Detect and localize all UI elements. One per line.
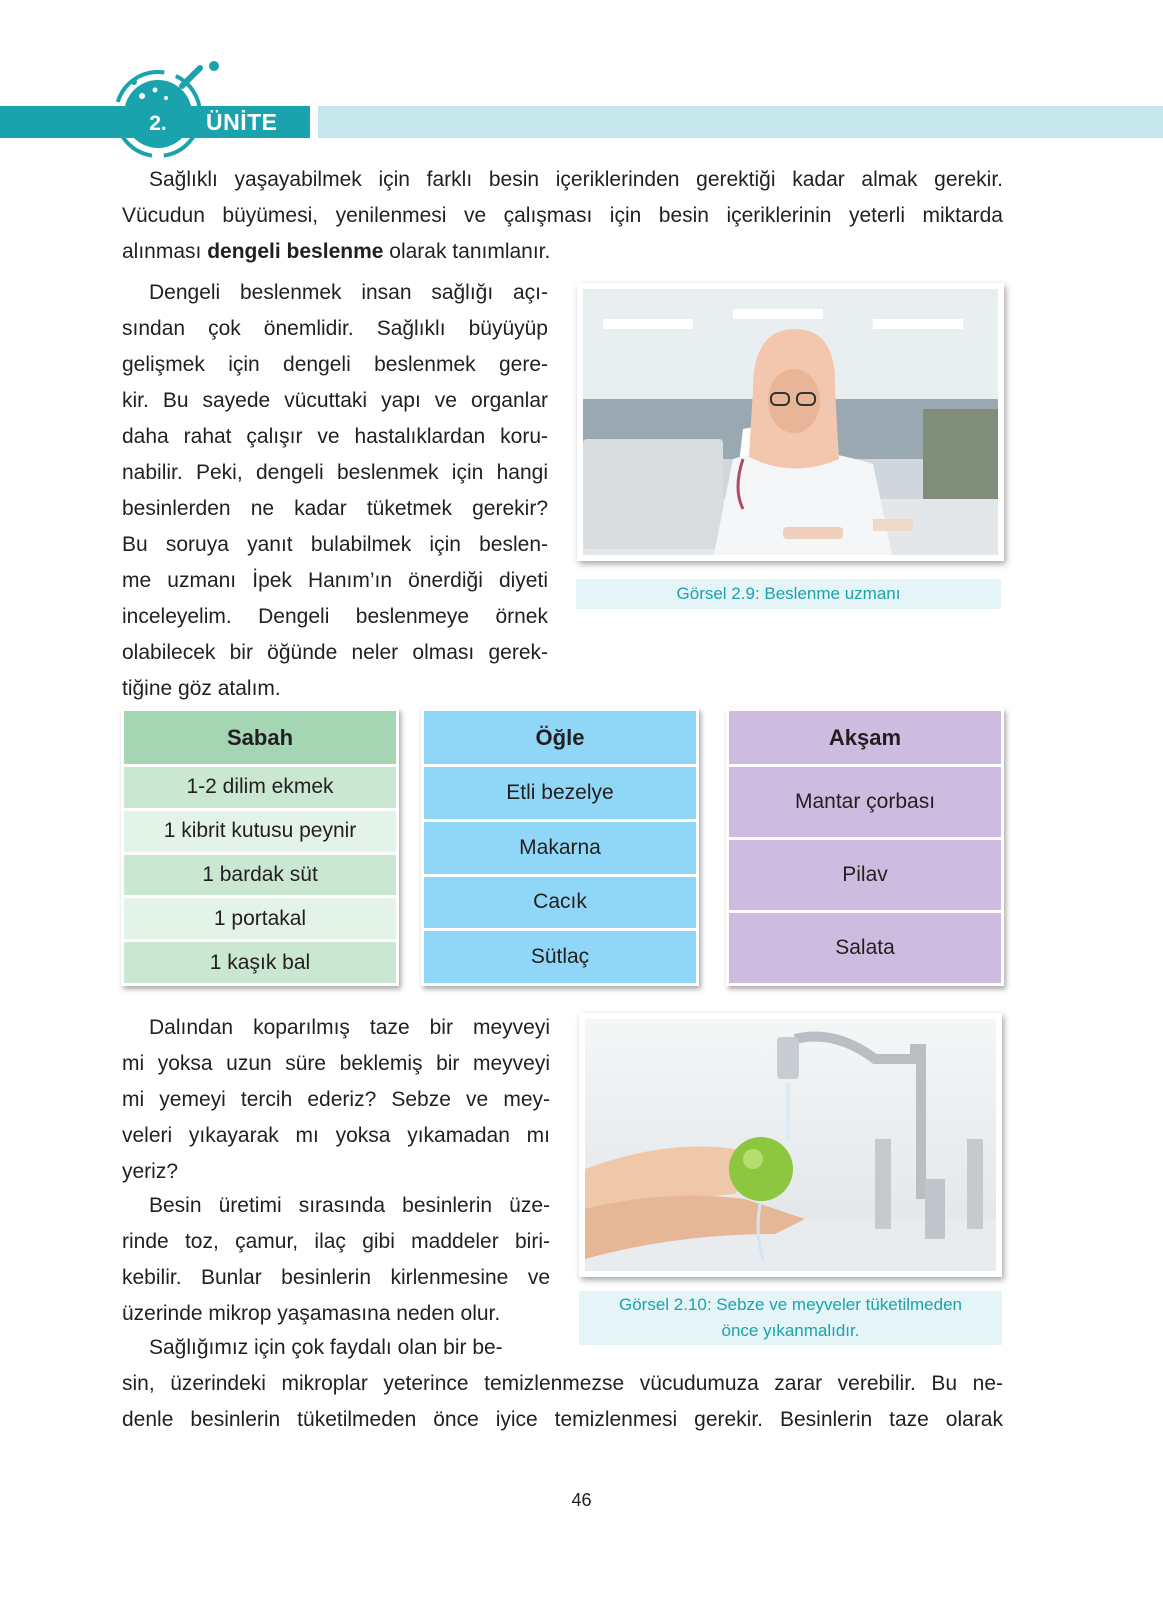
text-line: daha rahat çalışır ve hastalıklardan koru- [122,425,548,448]
intro-paragraph [122,162,1003,270]
text-line: Dengeli beslenmek insan sağlığı açı- [149,281,548,304]
unit-number: 2. [149,112,167,135]
meal-item: 1 kaşık bal [124,942,396,983]
meal-item: Pilav [729,840,1001,910]
meal-item: Sütlaç [424,931,696,983]
meal-table-morning [121,708,399,986]
text-line: me uzmanı İpek Hanım’ın önerdiği diyeti [122,569,548,592]
text-line: gelişmek için dengeli beslenmek gere- [122,353,548,376]
figure-caption-1: Görsel 2.9: Beslenme uzmanı [576,579,1001,609]
intro-line-3: alınması dengeli beslenme olarak tanımlanır. [122,240,551,263]
paragraph-food-hygiene [122,1188,550,1332]
meal-header: Sabah [124,711,396,764]
meal-item: 1 portakal [124,898,396,939]
caption-line: önce yıkanmalıdır. [721,1321,860,1340]
caption-line: Görsel 2.10: Sebze ve meyveler tüketilmeden [618,1295,962,1314]
text-line: üzerinde mikrop yaşamasına neden olur. [122,1302,501,1325]
meal-item: Salata [729,913,1001,983]
text-line: sin, üzerindeki mikroplar yeterince temizlenmezse vücudumuza zarar verebilir. Bu ne- [122,1372,1003,1395]
text-line: Dalından koparılmış taze bir meyveyi [149,1016,550,1039]
text-line: tiğine göz atalım. [122,677,281,700]
unit-label: ÜNİTE [206,109,278,135]
text-line: mi yemeyi tercih ederiz? Sebze ve mey- [122,1088,550,1111]
intro-line-2: Vücudun büyümesi, yenilenmesi ve çalışması için besin içeriklerinin yeterli miktarda [122,204,1003,227]
paragraph-germs [122,1330,1003,1438]
text-line: yeriz? [122,1160,179,1183]
text-line: olabilecek bir öğünde neler olması gerek- [122,641,548,664]
meal-table-evening [726,708,1004,986]
meal-item: Cacık [424,877,696,929]
key-term: dengeli beslenme [207,240,384,263]
intro-line-1: Sağlıklı yaşayabilmek için farklı besin içeriklerinden gerektiği kadar almak gerekir. [149,168,1003,191]
text-line: veleri yıkayarak mı yoksa yıkamadan mı [122,1124,550,1147]
text-line: nabilir. Peki, dengeli beslenmek için hangi [122,461,548,484]
meal-table-noon [421,708,699,986]
text-line: Besin üretimi sırasında besinlerin üze- [149,1194,550,1217]
header-bar-right [318,106,1163,138]
photo-nutritionist [577,283,1004,561]
text-line: Sağlığımız için çok faydalı olan bir be- [149,1336,503,1359]
photo-washing-apple [579,1013,1002,1277]
meal-item: 1-2 dilim ekmek [124,767,396,808]
text-line: kir. Bu sayede vücuttaki yapı ve organlar [122,389,548,412]
text-line: kebilir. Bunlar besinlerin kirlenmesine ve [122,1266,550,1289]
meal-item: 1 bardak süt [124,855,396,896]
meal-header: Öğle [424,711,696,764]
page-number: 46 [571,1490,592,1510]
meal-item: Makarna [424,822,696,874]
paragraph-balanced-diet [122,275,548,707]
meal-header: Akşam [729,711,1001,764]
paragraph-fresh-fruit [122,1010,550,1190]
meal-item: 1 kibrit kutusu peynir [124,811,396,852]
meal-item: Etli bezelye [424,767,696,819]
text-line: mi yoksa uzun süre beklemiş bir meyveyi [122,1052,550,1075]
meal-item: Mantar çorbası [729,767,1001,837]
text-line: Bu soruya yanıt bulabilmek için beslen- [122,533,548,556]
text-line: besinlerden ne kadar tüketmek gerekir? [122,497,548,520]
text-line: denle besinlerin tüketilmeden önce iyice temizlenmesi gerekir. Besinlerin taze olarak [122,1408,1003,1431]
text-line: sından çok önemlidir. Sağlıklı büyüyüp [122,317,548,340]
text-line: rinde toz, çamur, ilaç gibi maddeler biri- [122,1230,550,1253]
text-line: inceleyelim. Dengeli beslenmeye örnek [122,605,548,628]
